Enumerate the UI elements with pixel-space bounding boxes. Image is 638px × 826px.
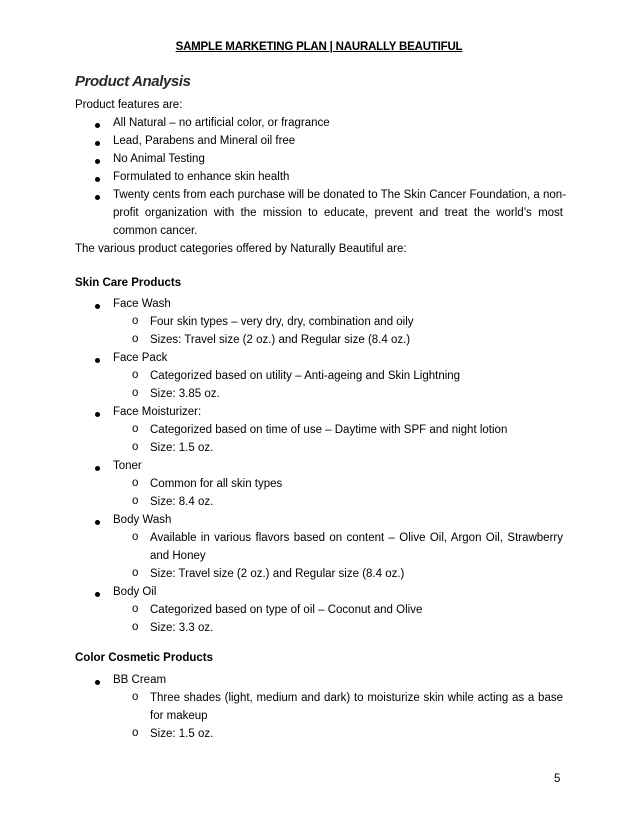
bullet-icon bbox=[95, 304, 100, 309]
product-detail: Size: Travel size (2 oz.) and Regular size (8.4 oz.) bbox=[150, 568, 405, 580]
product-detail: Categorized based on utility – Anti-ageing and Skin Lightning bbox=[150, 370, 461, 382]
sub-bullet-icon: o bbox=[132, 531, 139, 543]
bullet-icon bbox=[95, 159, 100, 164]
product-name: Body Wash bbox=[113, 514, 172, 526]
bullet-icon bbox=[95, 177, 100, 182]
product-name: Face Moisturizer: bbox=[113, 406, 202, 418]
bullet-icon bbox=[95, 195, 100, 200]
bullet-icon bbox=[95, 680, 100, 685]
bullet-icon bbox=[95, 358, 100, 363]
section-title: Product Analysis bbox=[75, 73, 191, 90]
product-detail: and Honey bbox=[150, 550, 206, 562]
product-detail: Size: 1.5 oz. bbox=[150, 442, 214, 454]
product-detail: Size: 8.4 oz. bbox=[150, 496, 214, 508]
sub-bullet-icon: o bbox=[132, 621, 139, 633]
product-detail: Size: 1.5 oz. bbox=[150, 728, 214, 740]
sub-bullet-icon: o bbox=[132, 477, 139, 489]
color-cosmetic-heading: Color Cosmetic Products bbox=[75, 652, 214, 664]
feature-text: Formulated to enhance skin health bbox=[113, 171, 290, 183]
page-number: 5 bbox=[554, 773, 561, 785]
product-detail: Available in various flavors based on content – Olive Oil, Argon Oil, Strawberry bbox=[150, 532, 563, 544]
product-detail: Sizes: Travel size (2 oz.) and Regular size (8.4 oz.) bbox=[150, 334, 411, 346]
sub-bullet-icon: o bbox=[132, 333, 139, 345]
sub-bullet-icon: o bbox=[132, 387, 139, 399]
sub-bullet-icon: o bbox=[132, 315, 139, 327]
sub-bullet-icon: o bbox=[132, 369, 139, 381]
product-detail: Categorized based on time of use – Daytime with SPF and night lotion bbox=[150, 424, 508, 436]
product-detail: Three shades (light, medium and dark) to moisturize skin while acting as a base bbox=[150, 692, 563, 704]
product-detail: for makeup bbox=[150, 710, 208, 722]
donation-line: Twenty cents from each purchase will be donated to The Skin Cancer Foundation, a non- bbox=[113, 189, 567, 201]
sub-bullet-icon: o bbox=[132, 603, 139, 615]
feature-text: Lead, Parabens and Mineral oil free bbox=[113, 135, 296, 147]
product-detail: Categorized based on type of oil – Coconut and Olive bbox=[150, 604, 423, 616]
product-name: BB Cream bbox=[113, 674, 167, 686]
donation-line: common cancer. bbox=[113, 225, 198, 237]
sub-bullet-icon: o bbox=[132, 691, 139, 703]
feature-text: No Animal Testing bbox=[113, 153, 205, 165]
product-detail: Common for all skin types bbox=[150, 478, 283, 490]
product-detail: Four skin types – very dry, dry, combination and oily bbox=[150, 316, 414, 328]
categories-intro: The various product categories offered by Naturally Beautiful are: bbox=[75, 243, 407, 255]
sub-bullet-icon: o bbox=[132, 567, 139, 579]
sub-bullet-icon: o bbox=[132, 441, 139, 453]
sub-bullet-icon: o bbox=[132, 423, 139, 435]
bullet-icon bbox=[95, 520, 100, 525]
bullet-icon bbox=[95, 141, 100, 146]
product-name: Body Oil bbox=[113, 586, 157, 598]
product-detail: Size: 3.3 oz. bbox=[150, 622, 214, 634]
sub-bullet-icon: o bbox=[132, 727, 139, 739]
donation-line: profit organization with the mission to educate, prevent and treat the world’s most bbox=[113, 207, 563, 219]
intro-text: Product features are: bbox=[75, 99, 183, 111]
bullet-icon bbox=[95, 466, 100, 471]
bullet-icon bbox=[95, 412, 100, 417]
bullet-icon bbox=[95, 592, 100, 597]
page-header: SAMPLE MARKETING PLAN | NAURALLY BEAUTIFUL bbox=[175, 41, 463, 53]
product-name: Toner bbox=[113, 460, 142, 472]
sub-bullet-icon: o bbox=[132, 495, 139, 507]
bullet-icon bbox=[95, 123, 100, 128]
product-detail: Size: 3.85 oz. bbox=[150, 388, 220, 400]
product-name: Face Wash bbox=[113, 298, 171, 310]
skin-care-heading: Skin Care Products bbox=[75, 277, 182, 289]
feature-text: All Natural – no artificial color, or fragrance bbox=[113, 117, 330, 129]
product-name: Face Pack bbox=[113, 352, 168, 364]
